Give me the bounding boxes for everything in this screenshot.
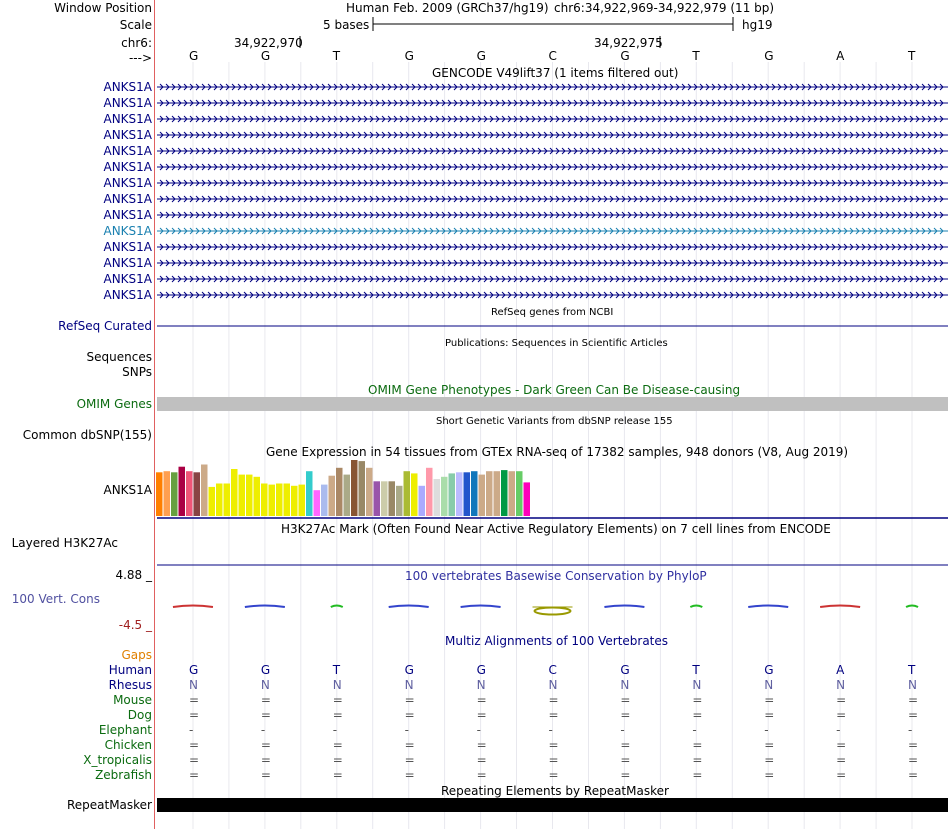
dbsnp-title[interactable]: Short Genetic Variants from dbSNP release 155 [436,416,673,427]
alignment-base: = [908,693,919,707]
alignment-base: - [836,723,841,737]
gtex-bar [479,475,486,516]
gtex-label[interactable]: ANKS1A [103,483,152,497]
alignment-base: - [620,723,625,737]
alignment-base: = [764,708,775,722]
cons-max: 4.88 _ [115,568,152,582]
gtex-bar [194,472,201,516]
window-position-label: Window Position [54,1,152,15]
gtex-bar [366,468,373,516]
gencode-item-label[interactable]: ANKS1A [103,256,152,270]
snps-label[interactable]: SNPs [122,365,152,379]
alignment-base: = [260,768,271,782]
alignment-base: = [476,768,487,782]
alignment-base: = [332,768,343,782]
scale-db: hg19 [742,18,773,32]
alignment-base: A [836,663,845,677]
alignment-base: = [764,753,775,767]
species-label[interactable]: X_tropicalis [83,753,152,767]
alignment-base: N [404,678,414,692]
alignment-base: = [260,708,271,722]
species-label[interactable]: Dog [127,708,152,722]
alignment-base: = [620,768,631,782]
alignment-base: = [188,753,200,767]
gtex-bar [411,473,418,516]
base-letter: G [260,49,271,63]
base-letter: G [476,49,486,63]
track-labels [0,0,152,829]
gtex-bar [509,471,516,516]
alignment-base: - [404,723,410,737]
alignment-base: = [548,738,559,752]
pubs-label[interactable]: Sequences [86,350,152,364]
window-coordinates[interactable]: chr6:34,922,969-34,922,979 (11 bp) [554,1,775,15]
alignment-base: - [188,723,194,737]
dbsnp-label[interactable]: Common dbSNP(155) [22,428,152,442]
gaps-label: Gaps [121,648,152,662]
alignment-base: N [188,678,198,692]
gtex-bar [449,473,456,516]
alignment-base: - [260,723,266,737]
alignment-base: - [476,723,481,737]
alignment-base: = [692,693,703,707]
base-letter: G [620,49,630,63]
alignment-base: = [332,693,343,707]
gtex-bar [351,460,358,516]
alignment-base: T [908,663,916,677]
base-letter: C [548,49,557,63]
cons-title[interactable]: 100 vertebrates Basewise Conservation by PhyloP [405,569,707,583]
alignment-base: = [404,738,415,752]
gtex-bar [306,471,313,516]
alignment-base: = [404,693,415,707]
species-label[interactable]: Chicken [104,738,152,752]
gtex-bar [404,471,411,516]
alignment-base: = [908,708,919,722]
chrom-tick-2: 34,922,975 [594,36,663,50]
gtex-bar [321,485,328,516]
gtex-bar [171,472,178,516]
alignment-base: = [332,753,343,767]
alignment-base: G [404,663,414,677]
gtex-bar [344,475,351,516]
alignment-base: - [692,723,697,737]
gtex-bar [179,467,186,516]
base-letter: T [908,49,916,63]
gtex-bar [516,471,523,516]
cons-label[interactable]: 100 Vert. Cons [11,592,100,606]
cons-min: -4.5 _ [118,618,152,632]
gencode-item-label[interactable]: ANKS1A [103,192,152,206]
gtex-bar [359,461,366,516]
gencode-item-label[interactable]: ANKS1A [103,240,152,254]
gencode-item-label[interactable]: ANKS1A [103,144,152,158]
alignment-base: = [188,693,200,707]
gtex-bar [186,471,193,516]
gtex-bar [164,471,171,516]
gtex-bar [524,482,531,516]
gtex-bar [426,468,433,516]
gencode-title[interactable]: GENCODE V49lift37 (1 items filtered out) [432,66,679,80]
track-divider [154,0,155,829]
gtex-bar [486,471,493,516]
alignment-base: G [476,663,486,677]
alignment-base: = [404,708,415,722]
alignment-base: N [260,678,270,692]
scale-text: 5 bases [323,18,370,32]
alignment-base: T [692,663,700,677]
alignment-base: = [548,753,559,767]
alignment-base: = [620,753,631,767]
alignment-base: = [836,708,847,722]
base-letter: T [332,49,341,63]
h3k27-title[interactable]: H3K27Ac Mark (Often Found Near Active Regulatory Elements) on 7 cell lines from ENCODE [281,522,831,536]
gtex-bar [224,484,231,517]
repeat-label[interactable]: RepeatMasker [66,798,152,812]
gencode-item-label[interactable]: ANKS1A [103,208,152,222]
gtex-bar [389,481,396,516]
alignment-base: = [548,768,559,782]
alignment-base: = [620,738,631,752]
alignment-base: = [692,753,703,767]
base-letter: G [764,49,774,63]
alignment-base: = [476,738,487,752]
gencode-item-label[interactable]: ANKS1A [103,80,152,94]
alignment-base: N [332,678,342,692]
alignment-base: G [764,663,774,677]
species-label[interactable]: Zebrafish [95,768,152,782]
gtex-bar [464,472,471,516]
alignment-base: = [260,738,271,752]
alignment-base: = [476,693,487,707]
gencode-item-label[interactable]: ANKS1A [103,128,152,142]
gtex-bar [231,469,238,516]
gtex-bar [216,484,223,517]
alignment-base: N [764,678,774,692]
gtex-bar [471,471,478,516]
alignment-base: = [548,693,559,707]
gtex-bar [201,465,208,517]
gencode-item-label[interactable]: ANKS1A [103,224,152,238]
gtex-title[interactable]: Gene Expression in 54 tissues from GTEx RNA-seq of 17382 samples, 948 donors (V8, Aug 2019) [266,445,849,459]
alignment-base: = [332,708,343,722]
gtex-bar [336,468,343,516]
alignment-base: = [692,768,703,782]
gtex-bar [329,476,336,516]
gtex-bar [314,490,321,516]
h3k27-label[interactable]: Layered H3K27Ac [11,536,118,550]
gtex-bar [291,486,298,516]
gtex-bar [269,485,276,516]
gtex-bar [434,479,441,516]
alignment-base: = [188,768,200,782]
base-letter: G [404,49,414,63]
gencode-item-label[interactable]: ANKS1A [103,288,152,302]
alignment-base: = [692,738,703,752]
chrom-label: chr6: [121,36,152,50]
strand-label[interactable]: ---> [128,51,152,65]
omim-title[interactable]: OMIM Gene Phenotypes - Dark Green Can Be Disease-causing [368,383,741,397]
gtex-bar [299,485,306,516]
gtex-bar [381,481,388,516]
alignment-base: = [908,768,919,782]
species-label[interactable]: Rhesus [108,678,152,692]
species-label[interactable]: Elephant [98,723,152,737]
alignment-base: = [476,753,487,767]
gtex-bar [501,470,508,516]
alignment-base: = [836,693,847,707]
gencode-item-label[interactable]: ANKS1A [103,160,152,174]
gtex-bar [396,486,403,516]
alignment-base: = [188,738,200,752]
alignment-base: N [692,678,702,692]
alignment-base: = [836,768,847,782]
gencode-item-label[interactable]: ANKS1A [103,272,152,286]
alignment-base: = [476,708,487,722]
alignment-base: = [836,738,847,752]
alignment-base: = [332,738,343,752]
chrom-tick-1: 34,922,970 [234,36,303,50]
alignment-base: = [692,708,703,722]
alignment-base: G [620,663,630,677]
omim-label[interactable]: OMIM Genes [76,397,152,411]
gtex-bar [261,484,268,517]
alignment-base: N [620,678,630,692]
gtex-bar [276,484,283,517]
alignment-base: - [548,723,553,737]
species-label[interactable]: Human [108,663,152,677]
gencode-item-label[interactable]: ANKS1A [103,176,152,190]
multiz-title[interactable]: Multiz Alignments of 100 Vertebrates [445,634,669,648]
gtex-bar [374,481,381,516]
base-letter: A [836,49,845,63]
alignment-base: - [908,723,913,737]
gtex-bar [441,477,448,516]
repeat-bar [157,798,948,812]
gtex-bar [239,475,246,516]
gtex-bar [284,484,291,517]
alignment-base: = [836,753,847,767]
refseq-label[interactable]: RefSeq Curated [58,319,152,333]
alignment-base: G [188,663,199,677]
alignment-base: - [332,723,338,737]
alignment-base: = [404,768,415,782]
alignment-base: N [908,678,918,692]
alignment-base: = [620,693,631,707]
gtex-bar [254,477,261,516]
gtex-bar [209,487,216,516]
scale-label: Scale [119,18,152,32]
gtex-bar [494,471,501,516]
alignment-base: = [188,708,200,722]
alignment-base: = [620,708,631,722]
alignment-base: = [260,753,271,767]
refseq-title[interactable]: RefSeq genes from NCBI [491,307,614,318]
alignment-base: = [260,693,271,707]
gtex-bar [246,475,253,516]
alignment-base: N [836,678,846,692]
alignment-base: C [548,663,557,677]
alignment-base: N [548,678,558,692]
alignment-base: T [332,663,341,677]
gtex-bar [156,472,163,516]
base-letter: T [692,49,700,63]
alignment-base: = [764,693,775,707]
gtex-bar [419,486,426,516]
gencode-item-label[interactable]: ANKS1A [103,96,152,110]
alignment-base: = [908,753,919,767]
alignment-base: = [548,708,559,722]
alignment-base: G [260,663,271,677]
alignment-base: - [764,723,769,737]
gtex-bar [456,472,463,516]
alignment-base: = [404,753,415,767]
alignment-base: N [476,678,486,692]
alignment-base: = [764,738,775,752]
pubs-title[interactable]: Publications: Sequences in Scientific Articles [445,338,668,349]
repeat-title[interactable]: Repeating Elements by RepeatMasker [441,784,669,798]
omim-bar [157,397,948,411]
base-letter: G [188,49,199,63]
assembly-name: Human Feb. 2009 (GRCh37/hg19) [346,1,549,15]
gencode-item-label[interactable]: ANKS1A [103,112,152,126]
species-label[interactable]: Mouse [113,693,152,707]
alignment-base: = [764,768,775,782]
alignment-base: = [908,738,919,752]
